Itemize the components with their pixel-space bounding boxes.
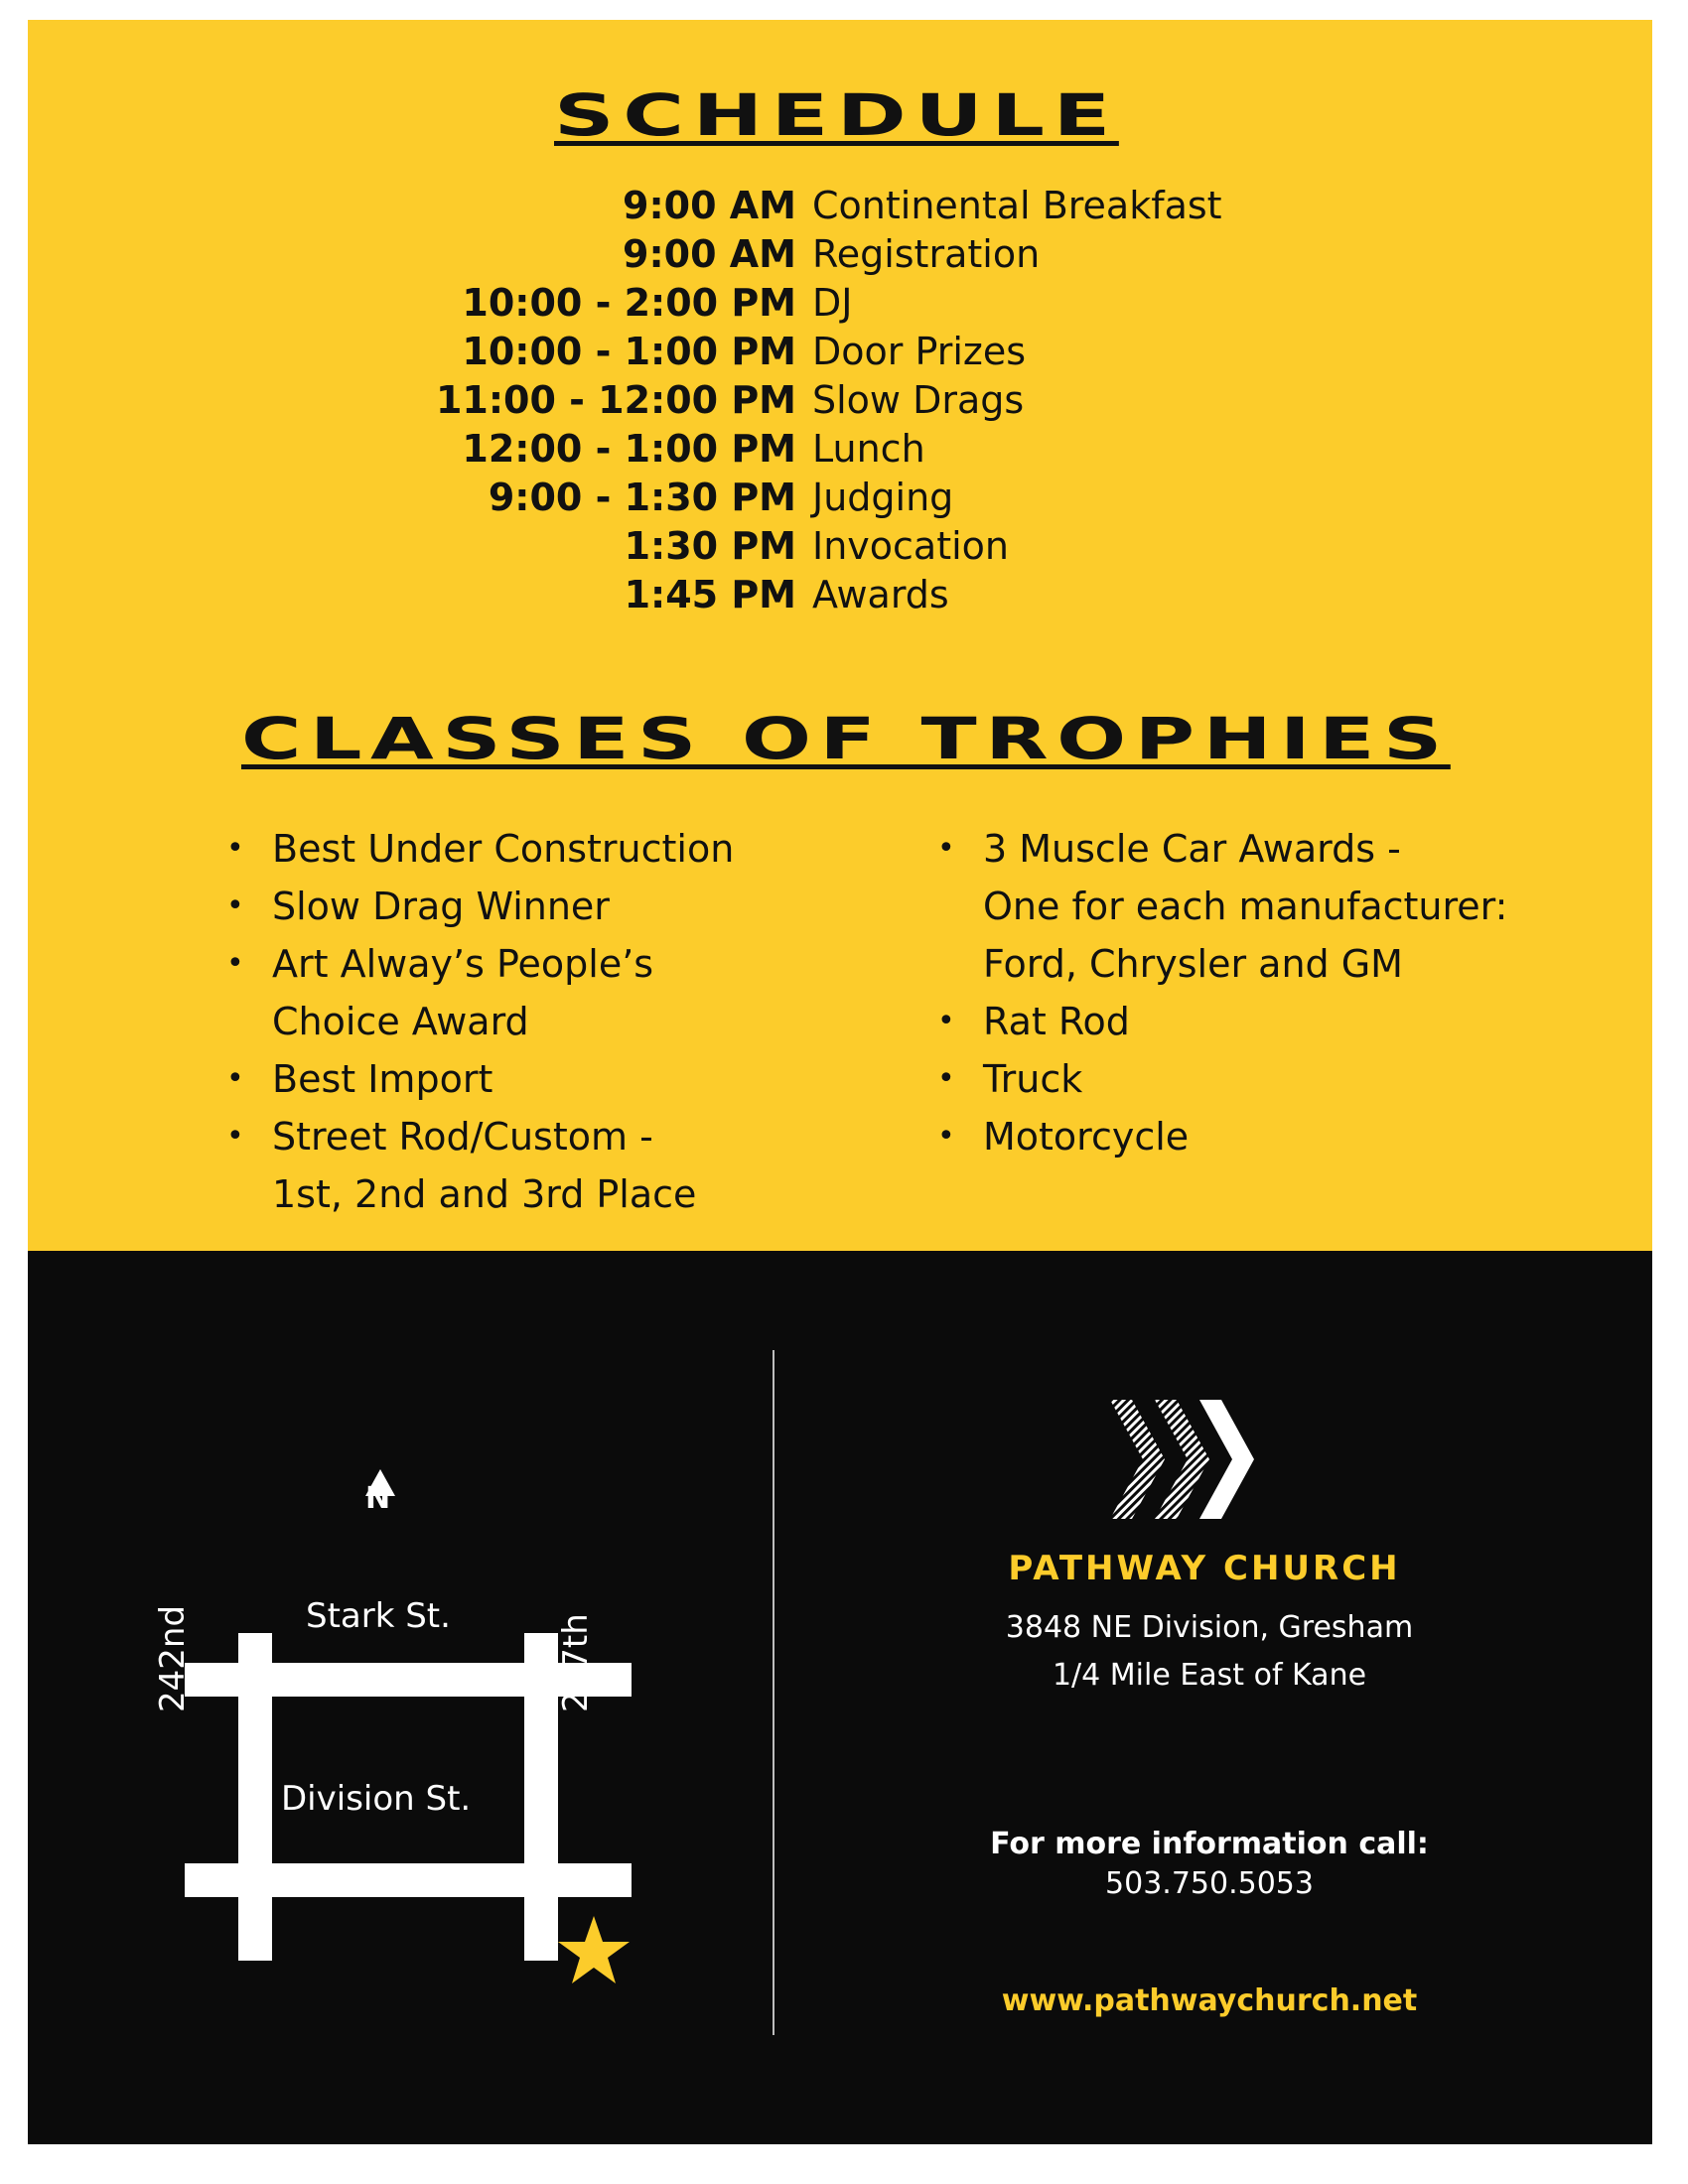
schedule-time: 9:00 - 1:30 PM — [488, 476, 796, 519]
trophy-list-left — [226, 820, 842, 1223]
trophy-item-line: One for each manufacturer: — [983, 885, 1508, 928]
yellow-panel — [28, 20, 1652, 1251]
schedule-time: 9:00 AM — [623, 232, 796, 276]
257th-street-label: 257th — [556, 1613, 596, 1712]
242nd-road — [238, 1633, 272, 1961]
schedule-time: 10:00 - 1:00 PM — [462, 330, 796, 373]
trophy-item-line: Slow Drag Winner — [272, 885, 610, 928]
schedule-row — [28, 573, 1652, 620]
trophy-item-line: Best Import — [272, 1057, 493, 1101]
schedule-time: 9:00 AM — [623, 184, 796, 227]
schedule-row — [28, 427, 1652, 475]
stark-street-label: Stark St. — [306, 1596, 451, 1636]
schedule-event: Judging — [812, 476, 954, 519]
trophy-item-line: Choice Award — [272, 1000, 529, 1043]
schedule-time: 1:30 PM — [624, 524, 796, 568]
trophy-item-line: Ford, Chrysler and GM — [983, 942, 1403, 986]
info-label: For more information call: — [990, 1827, 1429, 1861]
trophy-item-line: Rat Rod — [983, 1000, 1130, 1043]
schedule-event: Registration — [812, 232, 1041, 276]
schedule-time: 11:00 - 12:00 PM — [435, 378, 796, 422]
star-icon — [558, 1916, 630, 1983]
trophy-item — [226, 820, 842, 878]
schedule-heading: SCHEDULE — [554, 81, 1119, 149]
schedule-time: 12:00 - 1:00 PM — [462, 427, 796, 471]
location-map — [137, 1434, 633, 1990]
trophy-item-line: Motorcycle — [983, 1115, 1190, 1159]
trophy-item — [937, 993, 1553, 1050]
trophy-item-line: Art Alway’s People’s — [272, 942, 654, 986]
trophy-item-line: 1st, 2nd and 3rd Place — [272, 1172, 697, 1216]
trophy-item — [937, 1108, 1553, 1165]
schedule-row — [28, 232, 1652, 280]
trophy-item-line: Best Under Construction — [272, 827, 735, 871]
trophy-item-line: Truck — [983, 1057, 1083, 1101]
trophy-item — [226, 1050, 842, 1108]
schedule-event: Invocation — [812, 524, 1009, 568]
church-directions: 1/4 Mile East of Kane — [1052, 1658, 1367, 1693]
trophy-item — [937, 1050, 1553, 1108]
257th-road — [524, 1633, 558, 1961]
divider — [773, 1350, 774, 2035]
schedule-row — [28, 378, 1652, 426]
schedule-event: Awards — [812, 573, 949, 616]
black-panel — [28, 1251, 1652, 2144]
schedule-row — [28, 281, 1652, 329]
trophy-item — [937, 820, 1553, 993]
schedule-event: Lunch — [812, 427, 925, 471]
trophy-item-line: 3 Muscle Car Awards - — [983, 827, 1401, 871]
trophies-heading: CLASSES OF TROPHIES — [241, 705, 1451, 772]
chevrons-icon — [1110, 1395, 1259, 1524]
schedule-time: 1:45 PM — [624, 573, 796, 616]
church-name: PATHWAY CHURCH — [1008, 1549, 1401, 1588]
trophy-item-line: Street Rod/Custom - — [272, 1115, 653, 1159]
schedule-time: 10:00 - 2:00 PM — [462, 281, 796, 325]
church-address: 3848 NE Division, Gresham — [1005, 1610, 1414, 1645]
schedule-row — [28, 476, 1652, 523]
schedule-event: DJ — [812, 281, 853, 325]
event-flyer — [28, 20, 1652, 2144]
trophy-list-right — [937, 820, 1553, 1165]
trophy-item — [226, 878, 842, 935]
division-street-label: Division St. — [281, 1779, 472, 1819]
schedule-row — [28, 184, 1652, 231]
trophy-item — [226, 935, 842, 1050]
trophy-item — [226, 1108, 842, 1223]
schedule-event: Continental Breakfast — [812, 184, 1222, 227]
phone-number[interactable]: 503.750.5053 — [1105, 1866, 1314, 1901]
242nd-street-label: 242nd — [153, 1604, 193, 1712]
north-label: N — [365, 1481, 391, 1516]
schedule-row — [28, 524, 1652, 572]
schedule-row — [28, 330, 1652, 377]
schedule-event: Door Prizes — [812, 330, 1027, 373]
website-link[interactable]: www.pathwaychurch.net — [1001, 1983, 1418, 2018]
schedule-event: Slow Drags — [812, 378, 1025, 422]
